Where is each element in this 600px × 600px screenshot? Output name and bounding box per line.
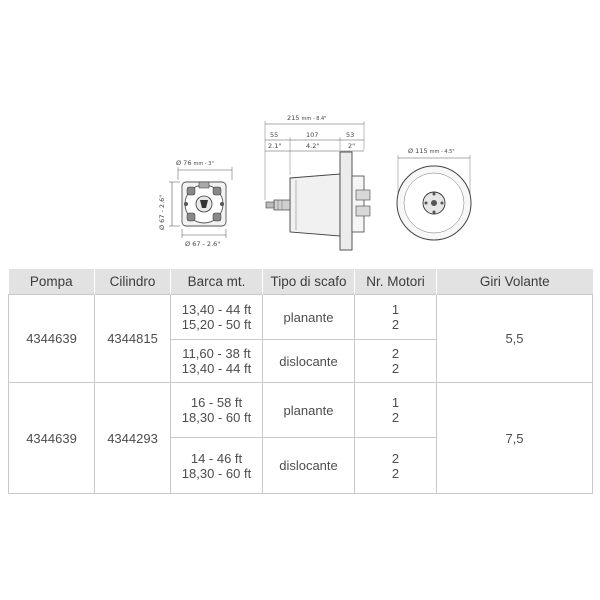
motori-line: 1: [391, 395, 400, 410]
segment-in-3: 2": [348, 142, 356, 150]
motori-line: 2: [391, 346, 400, 361]
front-width-label: 67 - 2.6": [192, 240, 221, 248]
barca-line: 18,30 - 60 ft: [181, 410, 252, 425]
front-diameter-unit: mm - 3": [193, 161, 214, 167]
barca-cell: [171, 340, 263, 383]
segment-in-2: 4.2": [306, 142, 320, 150]
spec-table: [8, 269, 593, 494]
segment-in-1: 2.1": [268, 142, 282, 150]
motori-line: 2: [391, 361, 400, 376]
header-pompa: Pompa: [9, 269, 95, 295]
giri-volante-cell: 5,5: [437, 295, 593, 383]
cilindro-cell: 4344815: [95, 295, 171, 383]
tipo-cell: dislocante: [263, 340, 355, 383]
header-barca: Barca mt.: [171, 269, 263, 295]
pompa-cell: 4344639: [9, 295, 95, 383]
svg-text:Ø 76 mm - 3": [176, 159, 214, 167]
motori-line: 1: [391, 302, 400, 317]
front-diameter-label: Ø 76: [176, 159, 192, 167]
rear-view-drawing: [397, 147, 471, 240]
barca-line: 15,20 - 50 ft: [181, 317, 252, 332]
rear-diameter-unit: mm - 4.5": [429, 149, 455, 155]
tipo-cell: dislocante: [263, 438, 355, 494]
barca-line: 13,40 - 44 ft: [181, 361, 252, 376]
barca-line: 13,40 - 44 ft: [181, 302, 252, 317]
svg-text:Ø 67 - 2.6": [158, 195, 166, 230]
table-row: [9, 295, 593, 340]
motori-line: 2: [391, 410, 400, 425]
motori-line: 2: [391, 317, 400, 332]
side-view-drawing: [265, 114, 370, 250]
header-cilindro: Cilindro: [95, 269, 171, 295]
header-tipo-scafo: Tipo di scafo: [263, 269, 355, 295]
svg-text:Ø 115 mm - 4.5": [408, 147, 455, 155]
pompa-cell: 4344639: [9, 383, 95, 494]
barca-cell: [171, 295, 263, 340]
header-giri-volante: Giri Volante: [437, 269, 593, 295]
table-row: [9, 383, 593, 438]
barca-line: 18,30 - 60 ft: [181, 465, 252, 481]
barca-cell: [171, 383, 263, 438]
overall-length-unit: mm - 8.4": [301, 116, 327, 122]
rear-diameter-label: Ø 115: [408, 147, 428, 155]
motori-line: 2: [391, 450, 400, 466]
giri-volante-cell: 7,5: [437, 383, 593, 494]
motori-cell: [355, 383, 437, 438]
cilindro-cell: 4344293: [95, 383, 171, 494]
motori-line: 2: [391, 465, 400, 481]
header-nr-motori: Nr. Motori: [355, 269, 437, 295]
technical-drawing: [0, 0, 600, 270]
front-view-drawing: [158, 159, 232, 248]
svg-text:215 mm - 8.4": [287, 114, 326, 122]
front-width-prefix: Ø: [185, 240, 193, 248]
svg-text:Ø 67 - 2.6": [185, 240, 220, 248]
front-height-label: 67 - 2.6": [158, 194, 166, 223]
barca-line: 11,60 - 38 ft: [182, 346, 251, 361]
table-header-row: [9, 269, 593, 295]
barca-line: 14 - 46 ft: [190, 450, 243, 466]
motori-cell: [355, 295, 437, 340]
barca-line: 16 - 58 ft: [190, 395, 243, 410]
segment-mm-3: 53: [346, 131, 355, 139]
tipo-cell: planante: [263, 295, 355, 340]
overall-length-label: 215: [287, 114, 300, 122]
front-height-prefix: Ø: [158, 222, 166, 230]
segment-mm-1: 55: [270, 131, 279, 139]
barca-cell: [171, 438, 263, 494]
tipo-cell: planante: [263, 383, 355, 438]
motori-cell: [355, 438, 437, 494]
segment-mm-2: 107: [306, 131, 319, 139]
motori-cell: [355, 340, 437, 383]
